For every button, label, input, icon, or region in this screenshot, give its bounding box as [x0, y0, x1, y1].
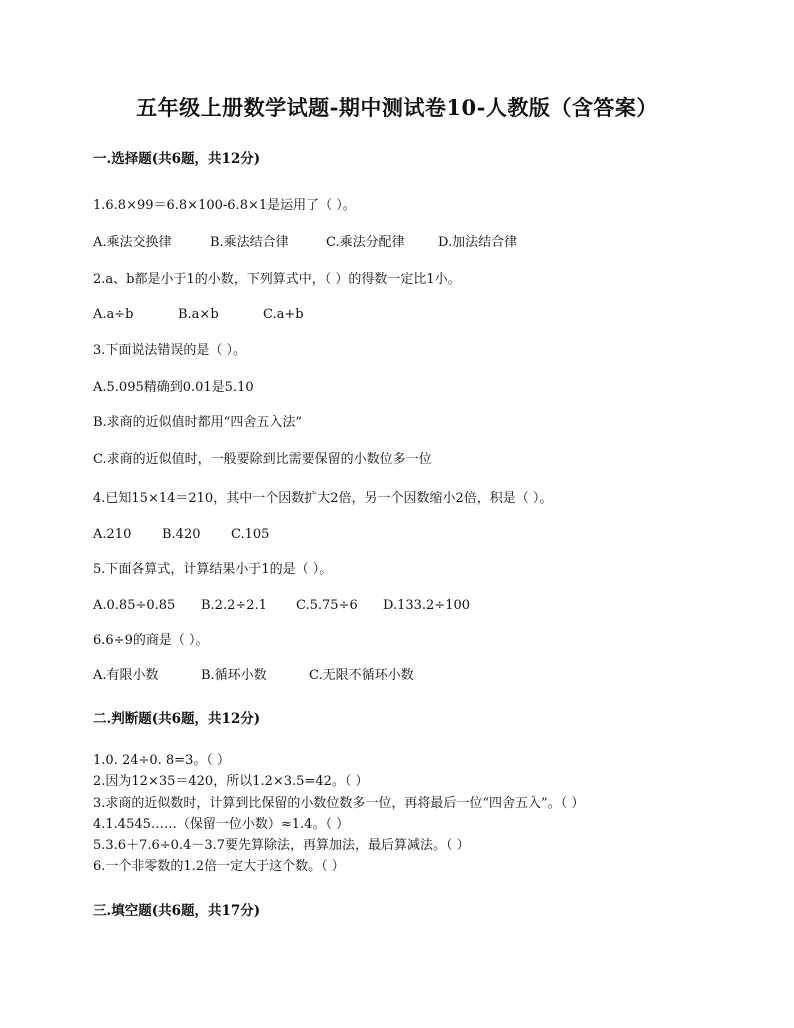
- question-3: 3.下面说法错误的是（ ）。: [93, 343, 247, 358]
- option: A.乘法交换律: [93, 235, 172, 250]
- question-6-options: [93, 667, 414, 685]
- question-4-options: [93, 526, 269, 544]
- question-5: 5.下面各算式，计算结果小于1的是（ ）。: [93, 562, 333, 577]
- question-5-options: [93, 597, 470, 615]
- question-1: 1.6.8×99＝6.8×100-6.8×1是运用了（ ）。: [93, 198, 356, 213]
- option: C.5.75÷6: [296, 598, 358, 613]
- question-3-option-b: B.求商的近似值时都用“四舍五入法”: [93, 415, 302, 430]
- option: A.0.85÷0.85: [93, 598, 176, 613]
- judge-5: 5.3.6＋7.6÷0.4－3.7要先算除法，再算加法，最后算减法。（ ）: [93, 838, 470, 853]
- option: B.乘法结合律: [210, 235, 289, 250]
- judge-6: 6.一个非零数的1.2倍一定大于这个数。（ ）: [93, 859, 345, 874]
- section-heading-judge: 二.判断题(共6题，共12分): [93, 711, 261, 727]
- question-2: 2.a、b都是小于1的小数，下列算式中，（ ）的得数一定比1小。: [93, 272, 461, 287]
- question-6: 6.6÷9的商是（ ）。: [93, 633, 209, 648]
- option: B.2.2÷2.1: [201, 598, 267, 613]
- page-title: 五年级上册数学试题-期中测试卷10-人教版（含答案）: [136, 95, 658, 120]
- option: D.加法结合律: [438, 235, 518, 250]
- option: B.a×b: [178, 307, 219, 322]
- option: C.105: [231, 527, 270, 542]
- option: B.420: [162, 527, 201, 542]
- option: A.有限小数: [93, 668, 159, 683]
- judge-3: 3.求商的近似数时，计算到比保留的小数位数多一位，再将最后一位“四舍五入”。（ ）: [93, 796, 585, 811]
- option: C.a+b: [263, 307, 304, 322]
- section-heading-choice: 一.选择题(共6题，共12分): [93, 151, 261, 167]
- judge-2: 2.因为12×35＝420，所以1.2×3.5=42。（ ）: [93, 774, 369, 789]
- question-4: 4.已知15×14＝210，其中一个因数扩大2倍，另一个因数缩小2倍，积是（ ）。: [93, 491, 553, 506]
- judge-1: 1.0. 24÷0. 8=3。（ ）: [93, 753, 230, 768]
- option: A.a÷b: [93, 307, 134, 322]
- question-2-options: [93, 306, 304, 324]
- question-1-options: [93, 234, 517, 252]
- judge-4: 4.1.4545……（保留一位小数）≈1.4。（ ）: [93, 817, 350, 832]
- section-heading-fill: 三.填空题(共6题，共17分): [93, 903, 261, 919]
- question-3-option-c: C.求商的近似值时，一般要除到比需要保留的小数位多一位: [93, 452, 432, 467]
- option: C.乘法分配律: [326, 235, 405, 250]
- option: A.210: [93, 527, 132, 542]
- option: C.无限不循环小数: [309, 668, 414, 683]
- question-3-option-a: A.5.095精确到0.01是5.10: [93, 380, 254, 395]
- option: D.133.2÷100: [383, 598, 471, 613]
- option: B.循环小数: [201, 668, 267, 683]
